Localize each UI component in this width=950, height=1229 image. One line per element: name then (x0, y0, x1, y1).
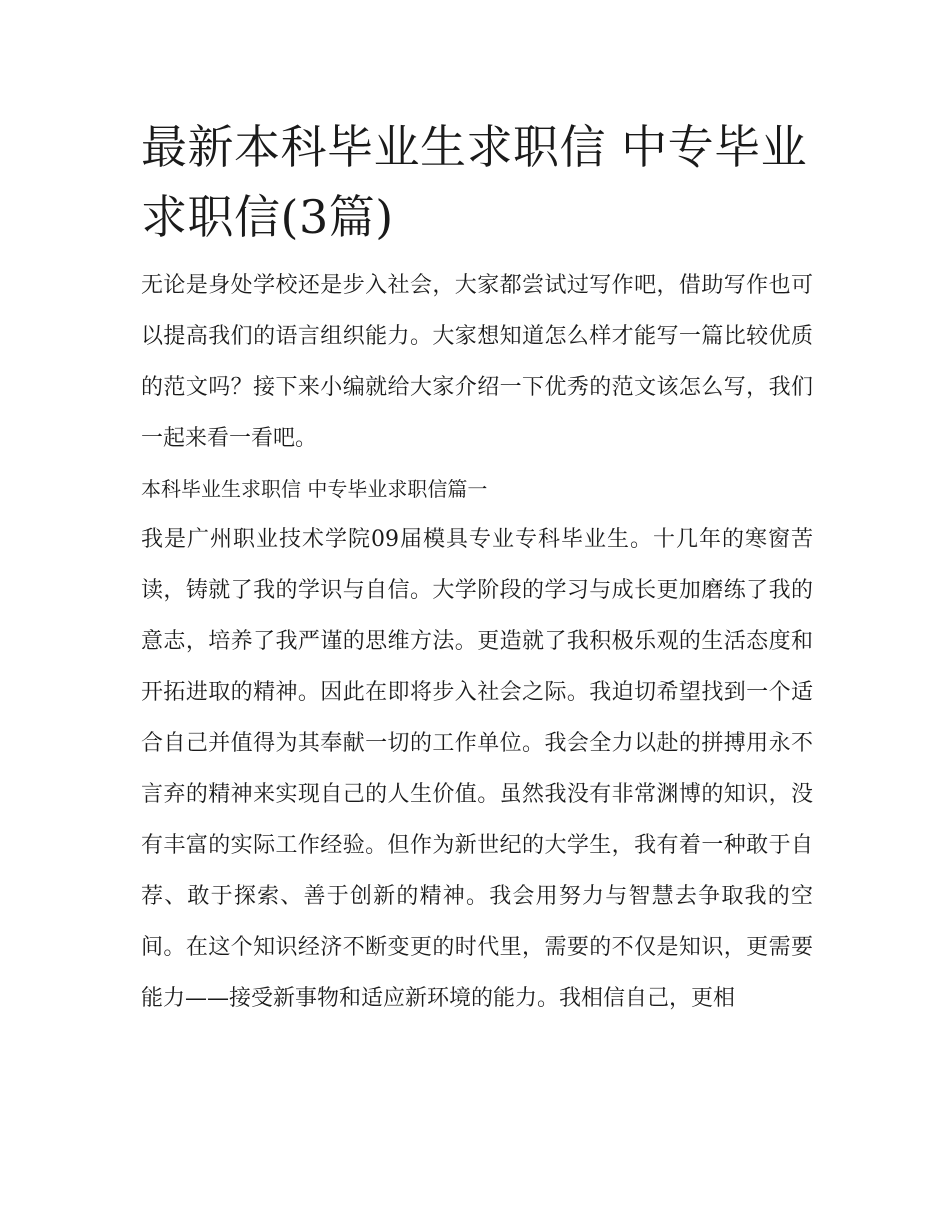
document-page (141, 112, 813, 1024)
body-paragraph: 我是广州职业技术学院09届模具专业专科毕业生。十几年的寒窗苦读，铸就了我的学识与自信。大学阶段的学习与成长更加磨练了我的意志，培养了我严谨的思维方法。更造就了我积极乐观的生活态度和开拓进取的精神。因此在即将步入社会之际。我迫切希望找到一个适合自己并值得为其奉献一切的工作单位。我会全力以赴的拼搏用永不言弃的精神来实现自己的人生价值。虽然我没有非常渊博的知识，没有丰富的实际工作经验。但作为新世纪的大学生，我有着一种敢于自荐、敢于探索、善于创新的精神。我会用努力与智慧去争取我的空间。在这个知识经济不断变更的时代里，需要的不仅是知识，更需要能力——接受新事物和适应新环境的能力。我相信自己，更相 (141, 527, 813, 1011)
intro-paragraph: 无论是身处学校还是步入社会，大家都尝试过写作吧，借助写作也可以提高我们的语言组织能力。大家想知道怎么样才能写一篇比较优质的范文吗？接下来小编就给大家介绍一下优秀的范文该怎么写，我们一起来看一看吧。 (141, 273, 813, 451)
document-title: 最新本科毕业生求职信 中专毕业求职信(3篇) (141, 120, 808, 244)
section-heading: 本科毕业生求职信 中专毕业求职信篇一 (141, 477, 488, 501)
